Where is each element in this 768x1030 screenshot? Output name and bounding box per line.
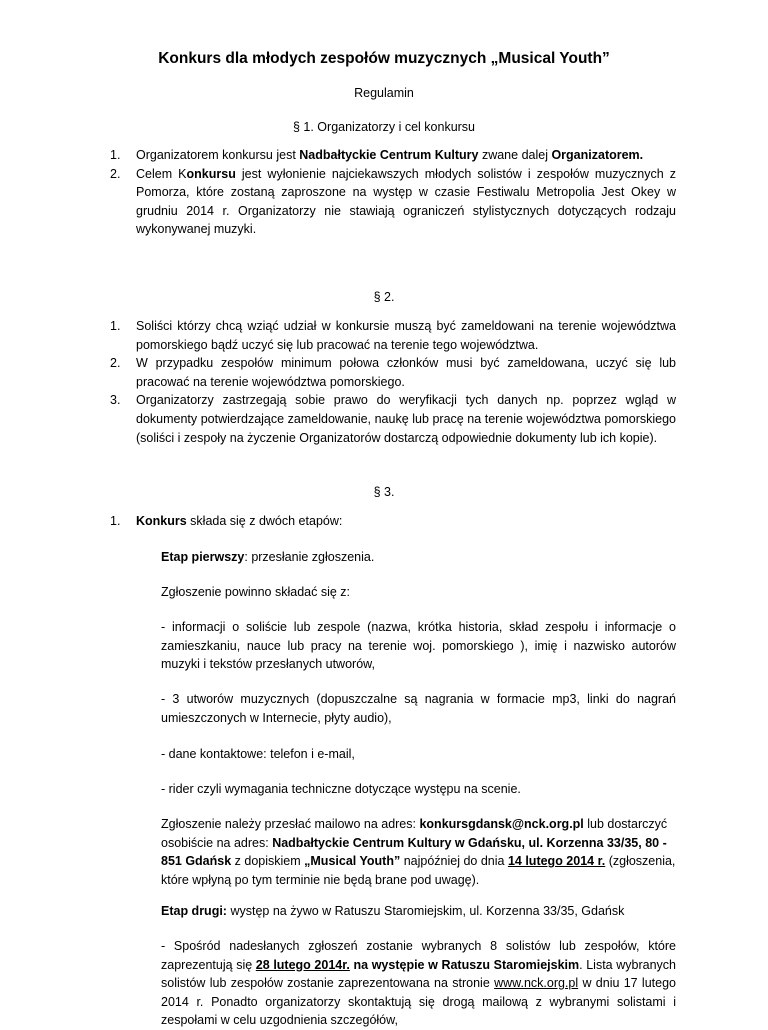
requirement-item: - informacji o soliście lub zespole (nazwa, krótka historia, skład zespołu i informacje o zamieszkaniu, nauce lub pracy na terenie woj. pomorskiego ), imię i nazwisko autorów muzyki i tekstów przesłanych utworów, — [161, 620, 676, 672]
list-item: 1. Organizatorem konkursu jest Nadbałtyckie Centrum Kultury zwane dalej Organizatorem. — [110, 146, 676, 165]
item-number: 2. — [110, 166, 121, 181]
website-link[interactable]: www.nck.org.pl — [494, 976, 579, 991]
item-number: 1. — [110, 148, 121, 162]
contact-email: konkursgdansk@nck.org.pl — [419, 817, 584, 831]
submission-intro: Zgłoszenie powinno składać się z: — [161, 585, 350, 599]
deadline: 14 lutego 2014 r. — [507, 854, 606, 869]
requirement-item: - dane kontaktowe: telefon i e-mail, — [161, 747, 355, 761]
postal-address: Nadbałtyckie Centrum Kultury w Gdańsku, ul. Korzenna 33/35, 80 - 851 Gdańsk — [161, 835, 667, 869]
section-2-list — [110, 317, 676, 447]
section-3-heading: § 3. — [373, 485, 395, 499]
list-item: 2. Celem Konkursu jest wyłonienie najciekawszych młodych solistów i zespołów muzycznych z Pomorza, które zostaną zaproszone na występ w czasie Festiwalu Metropolia Jest Okey w grudniu 2014 r. Organizatorzy nie stawiają ograniczeń stylistycznych dotyczących rodzaju wykonywanej muzyki. — [110, 166, 677, 237]
section-1-list — [110, 146, 676, 239]
item-number: 3. — [110, 393, 121, 408]
section-3-list — [110, 512, 676, 531]
list-item: 2. W przypadku zespołów minimum połowa członków musi być zameldowana, uczyć się lub pracować na terenie województwa pomorskiego. — [110, 356, 676, 389]
item-number: 1. — [110, 514, 121, 528]
document-subtitle: Regulamin — [354, 86, 414, 100]
list-item: 3. Organizatorzy zastrzegają sobie prawo do weryfikacji tych danych np. poprzez wgląd w dokumenty potwierdzające zameldowanie, naukę lub pracę na terenie województwa pomorskiego (soliści i zespoły na życzenie Organizatorów dostarczą odpowiednie dokumenty lub ich kopie). — [110, 393, 676, 445]
requirement-item: - 3 utworów muzycznych (dopuszczalne są nagrania w formacie mp3, linki do nagrań umieszczonych w Internecie, płyty audio), — [161, 692, 676, 725]
item-number: 2. — [110, 356, 121, 371]
selection-paragraph: - Spośród nadesłanych zgłoszeń zostanie wybranych 8 solistów lub zespołów, które zaprezentują się 28 lutego 2014r. na występie w Ratuszu Staromiejskim. Lista wybranych solistów lub zespołów zostanie zaprezentowana na stronie www.nck.org.pl w dniu 17 lutego 2014 r. Ponadto organizatorzy skontaktują się drogą mailową z wybranymi solistami i zespołami w celu uzgodnienia szczegółów, — [161, 939, 676, 1028]
section-1-heading: § 1. Organizatorzy i cel konkursu — [292, 120, 476, 134]
section-2-heading: § 2. — [373, 290, 395, 304]
item-number: 1. — [110, 319, 121, 333]
document-title: Konkurs dla młodych zespołów muzycznych „Musical Youth” — [158, 50, 610, 67]
stage-2-heading: Etap drugi: występ na żywo w Ratuszu Staromiejskim, ul. Korzenna 33/35, Gdańsk — [161, 904, 625, 918]
performance-date: 28 lutego 2014r. — [255, 957, 350, 972]
requirement-item: - rider czyli wymagania techniczne dotyczące występu na scenie. — [161, 782, 521, 796]
list-item: 1. Konkurs składa się z dwóch etapów: — [110, 512, 676, 531]
submission-instructions: Zgłoszenie należy przesłać mailowo na adres: konkursgdansk@nck.org.pl lub dostarczyć osobiście na adres: Nadbałtyckie Centrum Kultury w Gdańsku, ul. Korzenna 33/35, 80 - 851 Gdańsk z dopiskiem „Musical Youth” najpóźniej do dnia 14 lutego 2014 r. (zgłoszenia, które wpłyną po tym terminie nie będą brane pod uwagę). — [161, 817, 676, 887]
stage-1-heading: Etap pierwszy: przesłanie zgłoszenia. — [161, 550, 375, 564]
list-item: 1. Soliści którzy chcą wziąć udział w konkursie muszą być zameldowani na terenie województwa pomorskiego bądź uczyć się lub pracować na terenie tego województwa. — [110, 319, 676, 352]
